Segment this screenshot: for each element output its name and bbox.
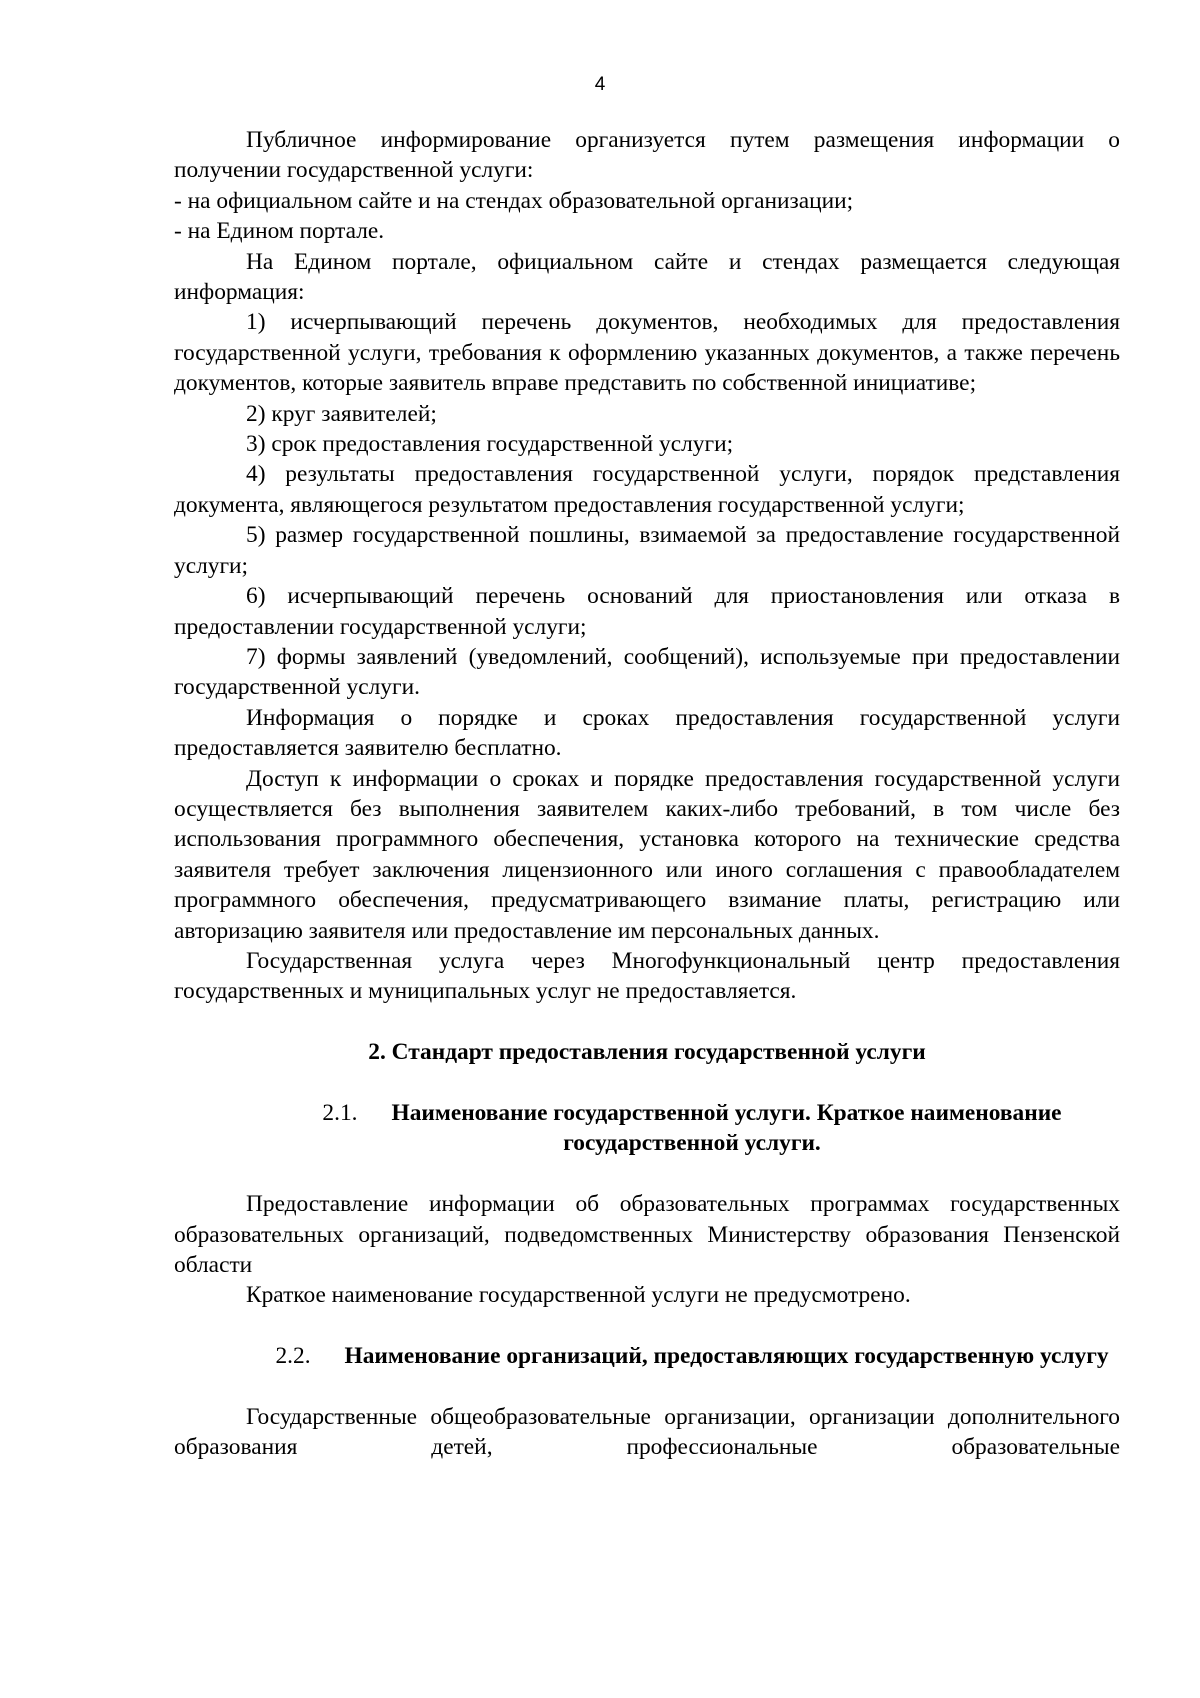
list-item-4: 4) результаты предоставления государственной услуги, порядок представления документа, являющегося результатом предоставления государственной услуги; [174,461,1120,518]
list-item-7: 7) формы заявлений (уведомлений, сообщений), используемые при предоставлении государственной услуги. [174,643,1120,701]
page-number: 4 [594,74,606,95]
paragraph-posted-info: На Едином портале, официальном сайте и стендах размещается следующая информация: [174,248,1120,306]
paragraph-free-info: Информация о порядке и сроках предоставления государственной услуги предоставляется заявителю бесплатно. [174,704,1120,762]
list-item-5: 5) размер государственной пошлины, взимаемой за предоставление государственной услуги; [174,522,1120,579]
paragraph-service-name: Предоставление информации об образовательных программах государственных образовательных организаций, подведомственных Министерству образования Пензенской области [174,1191,1120,1278]
paragraph-short-name: Краткое наименование государственной услуги не предусмотрено. [246,1282,911,1309]
paragraph-mfc: Государственная услуга через Многофункциональный центр предоставления государственных и муниципальных услуг не предоставляется. [174,947,1120,1005]
list-item-1: 1) исчерпывающий перечень документов, необходимых для предоставления государственной услуги, требования к оформлению указанных документов, а также перечень документов, которые заявитель вправе представить по собственной инициативе; [174,309,1120,397]
subsection-title: Наименование государственной услуги. Краткое наименование государственной услуги. [391,1100,1062,1157]
subsection-number: 2.1. [322,1100,358,1127]
paragraph-public-informing: Публичное информирование организуется путем размещения информации о получении государственной услуги: [174,127,1120,184]
subsection-title: Наименование организаций, предоставляющих государственную услугу [344,1342,1109,1369]
subsection-heading-2-2 [174,1341,1120,1371]
paragraph-access: Доступ к информации о сроках и порядке предоставления государственной услуги осуществляется без выполнения заявителем каких-либо требований, в том числе без использования программного обеспечения, установка которого на технические средства заявителя требует заключения лицензионного или иного соглашения с правообладателем программного обеспечения, предусматривающего взимание платы, регистрацию или авторизацию заявителя или предоставление им персональных данных. [174,765,1120,944]
subsection-number: 2.2. [275,1342,311,1369]
list-item-official-site: - на официальном сайте и на стендах образовательной организации; [174,187,854,214]
document-body [174,125,1120,1463]
section-heading-2: 2. Стандарт предоставления государственной услуги [368,1038,926,1065]
list-item-3: 3) срок предоставления государственной услуги; [246,431,734,458]
list-item-6: 6) исчерпывающий перечень оснований для приостановления или отказа в предоставлении государственной услуги; [174,583,1120,640]
subsection-heading-2-1 [174,1098,1120,1158]
paragraph-organizations: Государственные общеобразовательные организации, организации дополнительного образования детей, профессиональные образовательные [174,1403,1120,1461]
list-item-2: 2) круг заявителей; [246,400,437,427]
list-item-unified-portal: - на Едином портале. [174,218,385,245]
